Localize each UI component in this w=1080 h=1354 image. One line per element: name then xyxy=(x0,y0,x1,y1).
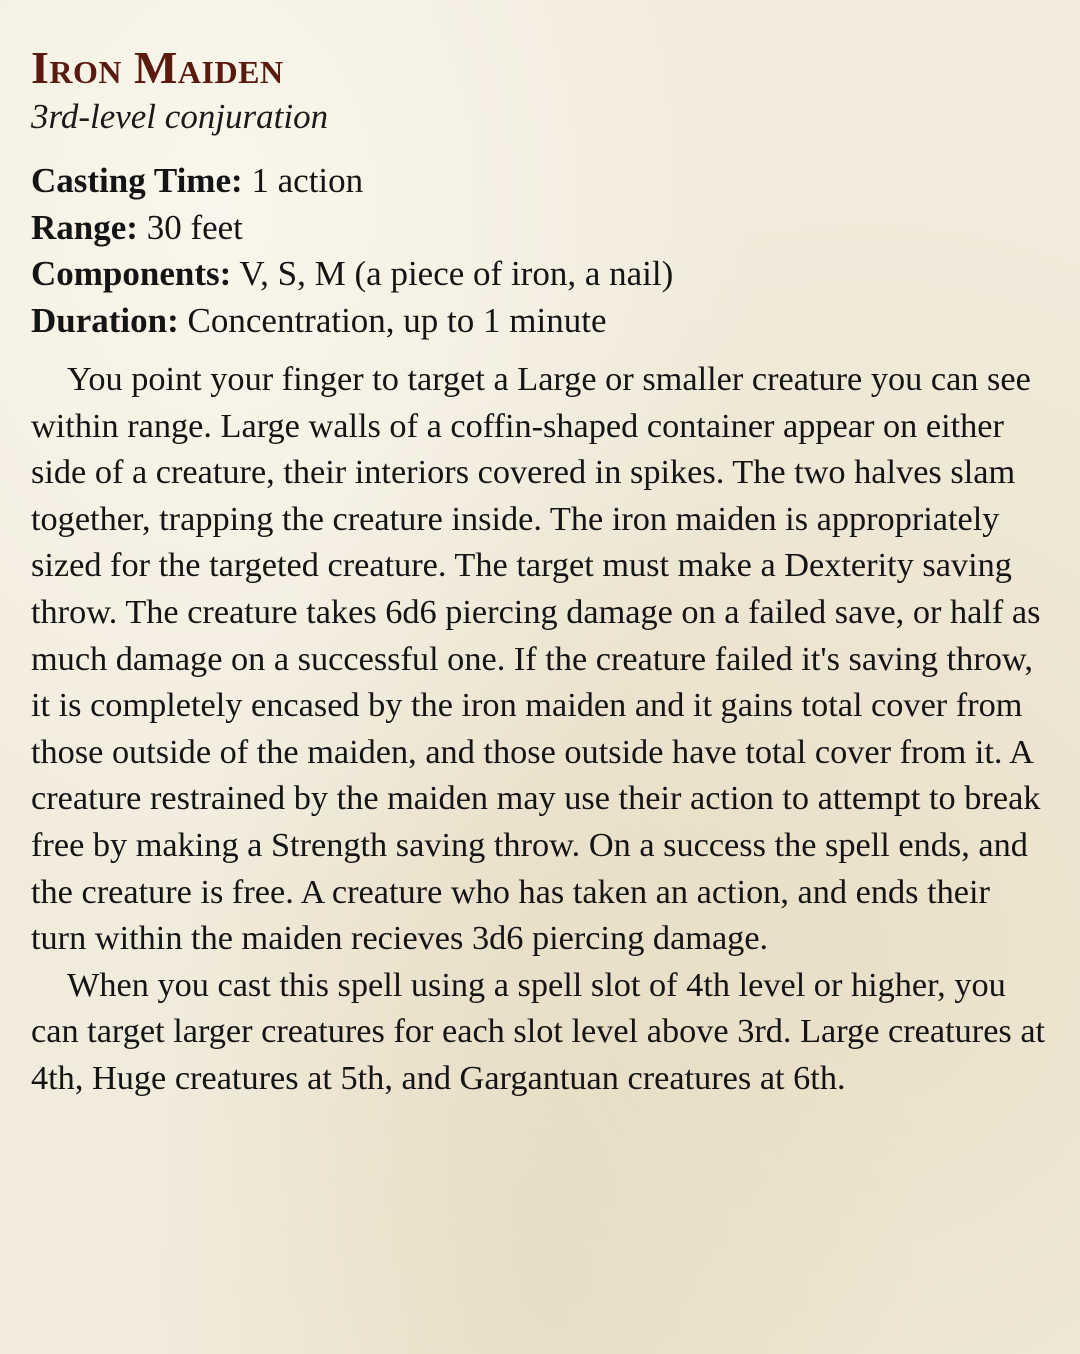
casting-time-value: 1 action xyxy=(251,161,364,200)
components-label: Components: xyxy=(31,254,232,293)
higher-levels-paragraph: When you cast this spell using a spell slot of 4th level or higher, you can target larger creatures for each slot level above 3rd. Large creatures at 4th, Huge creatures at 5th, and Gargantuan creatures at 6th. xyxy=(31,965,1046,1097)
components-value: V, S, M (a piece of iron, a nail) xyxy=(239,254,674,293)
spell-name: Iron Maiden xyxy=(31,42,284,93)
casting-time-label: Casting Time: xyxy=(31,161,243,200)
spell-school: 3rd-level conjuration xyxy=(31,97,329,136)
components-line xyxy=(31,251,1050,298)
range-label: Range: xyxy=(31,207,138,247)
casting-time-line xyxy=(31,158,1050,205)
range-value: 30 feet xyxy=(146,207,243,247)
duration-line xyxy=(31,298,1050,345)
description-paragraph: You point your finger to target a Large or smaller creature you can see within range. Large walls of a coffin-shaped container appear on either side of a creature, their interiors covered in spikes. The two halves slam together, trapping the creature inside. The iron maiden is appropriately sized for the targeted creature. The target must make a Dexterity saving throw. The creature takes 6d6 piercing damage on a failed save, or half as much damage on a successful one. If the creature failed it's saving throw, it is completely encased by the iron maiden and it gains total cover from those outside of the maiden, and those outside have total cover from it. A creature restrained by the maiden may use their action to attempt to break free by making a Strength saving throw. On a success the spell ends, and the creature is free. A creature who has taken an action, and ends their turn within the maiden recieves 3d6 piercing damage. xyxy=(31,360,1041,958)
spell-description xyxy=(31,356,1050,1102)
range-line xyxy=(31,205,1050,252)
duration-value: Concentration, up to 1 minute xyxy=(187,300,607,340)
duration-label: Duration: xyxy=(31,300,179,340)
spell-stats xyxy=(31,158,1050,344)
